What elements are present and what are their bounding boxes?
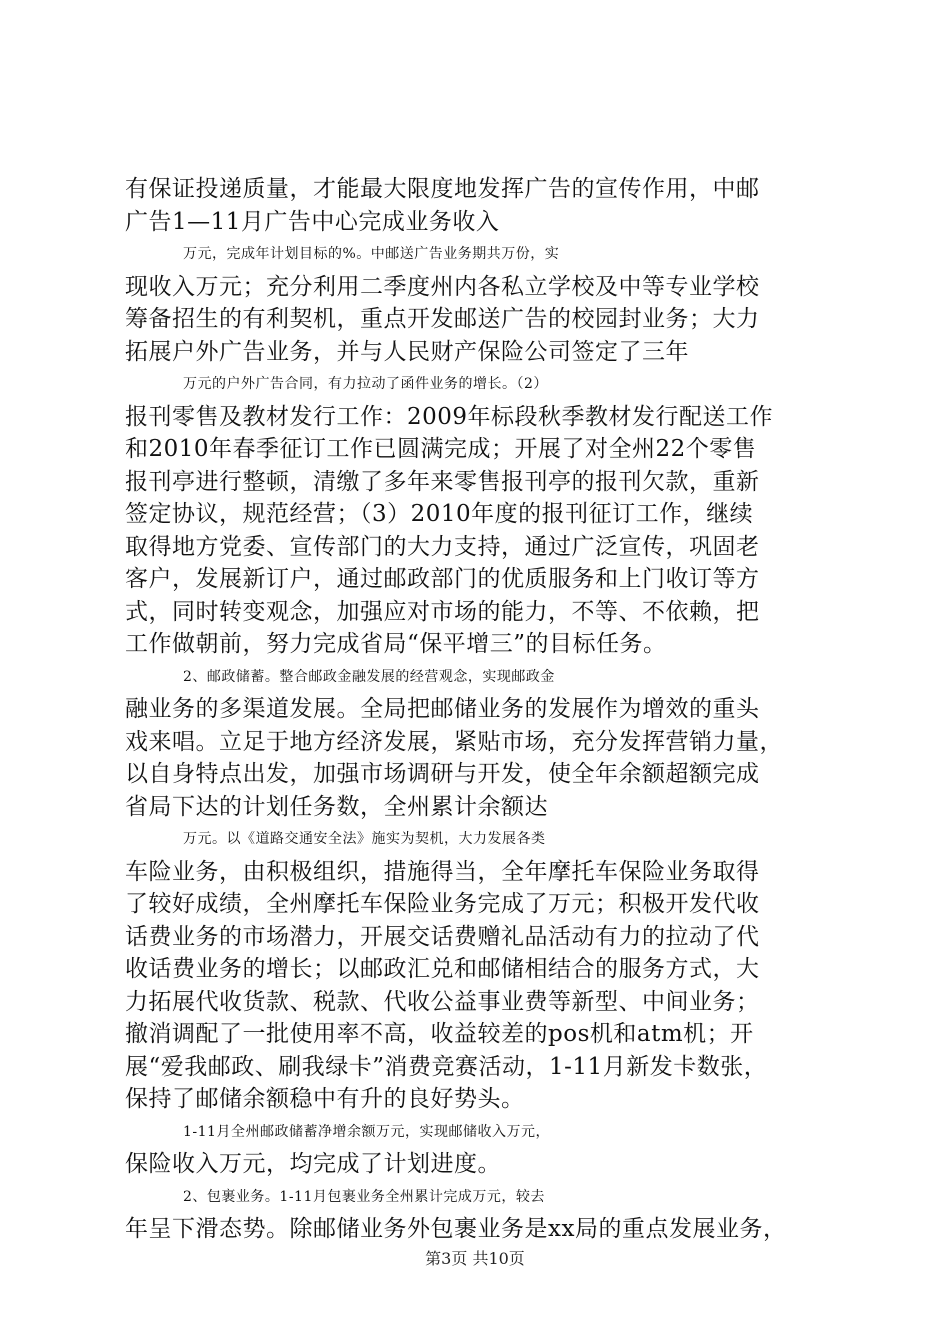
text-line: 力拓展代收货款、税款、代收公益事业费等新型、中间业务； — [125, 988, 760, 1015]
text-line: 1-11月全州邮政储蓄净增余额万元，实现邮储收入万元， — [183, 1123, 550, 1140]
text-line: 省局下达的计划任务数，全州累计余额达 — [125, 793, 548, 820]
text-line: 车险业务，由积极组织，措施得当，全年摩托车保险业务取得 — [125, 858, 760, 885]
text-line: 万元，完成年计划目标的%。中邮送广告业务期共万份，实 — [183, 246, 560, 262]
text-line: 了较好成绩，全州摩托车保险业务完成了万元；积极开发代收 — [125, 891, 760, 917]
text-line: 取得地方党委、宣传部门的大力支持，通过广泛宣传，巩固老 — [125, 533, 760, 560]
text-line: 保持了邮储余额稳中有升的良好势头。 — [125, 1086, 525, 1112]
text-line: 报刊零售及教材发行工作：2009年标段秋季教材发行配送工作 — [125, 403, 774, 430]
text-line: 万元。以《道路交通安全法》施实为契机，大力发展各类 — [183, 831, 546, 847]
text-line: 报刊亭进行整顿，清缴了多年来零售报刊亭的报刊欠款，重新 — [125, 468, 760, 495]
text-line: 年呈下滑态势。除邮储业务外包裹业务是xx局的重点发展业务， — [125, 1216, 787, 1242]
text-line: 撤消调配了一批使用率不高，收益较差的pos机和atm机；开 — [125, 1021, 754, 1047]
text-line: 万元的户外广告合同，有力拉动了函件业务的增长。（2） — [183, 376, 548, 392]
text-line: 和2010年春季征订工作已圆满完成；开展了对全州22个零售 — [125, 436, 757, 462]
text-line: 戏来唱。立足于地方经济发展，紧贴市场，充分发挥营销力量， — [125, 728, 783, 755]
text-line: 客户，发展新订户，通过邮政部门的优质服务和上门收订等方 — [125, 566, 760, 592]
text-line: 签定协议，规范经营；（3）2010年度的报刊征订工作，继续 — [125, 501, 754, 527]
page-footer: 第3页 共10页 — [425, 1249, 525, 1268]
text-line: 广告1—11月广告中心完成业务收入 — [125, 208, 500, 235]
text-line: 工作做朝前，努力完成省局“保平增三”的目标任务。 — [125, 631, 667, 657]
text-line: 以自身特点出发，加强市场调研与开发，使全年余额超额完成 — [125, 761, 760, 787]
text-line: 保险收入万元，均完成了计划进度。 — [125, 1151, 501, 1177]
text-line: 2、包裹业务。1-11月包裹业务全州累计完成万元，较去 — [183, 1188, 545, 1205]
text-line: 筹备招生的有利契机，重点开发邮送广告的校园封业务；大力 — [125, 306, 760, 332]
text-line: 融业务的多渠道发展。全局把邮储业务的发展作为增效的重头 — [125, 696, 760, 722]
text-line: 展“爱我邮政、刷我绿卡”消费竞赛活动，1-11月新发卡数张， — [125, 1053, 768, 1080]
text-line: 话费业务的市场潜力，开展交话费赠礼品活动有力的拉动了代 — [125, 923, 760, 950]
text-line: 现收入万元；充分利用二季度州内各私立学校及中等专业学校 — [125, 273, 760, 300]
text-line: 有保证投递质量，才能最大限度地发挥广告的宣传作用，中邮 — [125, 176, 760, 202]
text-line: 收话费业务的增长；以邮政汇兑和邮储相结合的服务方式，大 — [125, 956, 760, 982]
text-line: 拓展户外广告业务，并与人民财产保险公司签定了三年 — [125, 338, 689, 365]
text-line: 2、邮政储蓄。整合邮政金融发展的经营观念，实现邮政金 — [183, 668, 555, 685]
text-line: 式，同时转变观念，加强应对市场的能力，不等、不依赖，把 — [125, 598, 760, 625]
document-body — [125, 173, 830, 1246]
